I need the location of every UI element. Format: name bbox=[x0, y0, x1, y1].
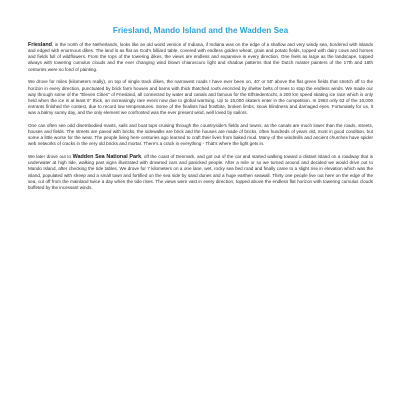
paragraph-canals bbox=[28, 123, 373, 148]
article bbox=[28, 26, 373, 198]
paragraph-text: We later drove out to bbox=[28, 154, 73, 160]
paragraph-inline-bold: Wadden Sea National Park bbox=[72, 154, 142, 161]
paragraph-text: , in the north of the Netherlands, looks like an old world version of Indiana, if Indiana was on the edge of a shallow and very windy sea, bordered with islands and edged with enormous dikes. The land is as flat as God's billiard table, covered with endless golden wheat, grain and potato fields, topped with dairy cows and horses and fields full of wildflowers. From the tops of the towering dikes, the views are endless and expansive in every direction. One feels as large as the landscape, topped always with towering cumulus clouds and the ever changing wind blown chiaroscuro light and shadow patterns that the Dutch master painters of the 17th and 18th centuries were so fond of painting. bbox=[28, 42, 373, 72]
paragraph-text-tail: , off the coast of Denmark, and got out of the car and started walking toward a distant island on a roadway that is underwater at high tide, walking past signs illustrated with drowned cars and panicked people. After a mile or so we turned around and decided we would drive out to Mando Island, after checking the tide tables. We drove for 7 kilometers on a one lane, wet, rocky sea bed road and finally came to a slight rise in elevation which was the island, populated with sheep and a small town and fortified on the sea side by sand dunes and a huge earthen seawall. Thirty one people live out here on the edge of the sea, cut off from the mainland twice a day when the tide rises. The views were vast in every direction, topped above the endless flat horizon with towering cumulus clouds buffeted by the incessant winds. bbox=[28, 154, 374, 190]
paragraph-lead-bold: Friesland bbox=[28, 42, 52, 48]
page-title: Friesland, Mando Island and the Wadden Sea bbox=[112, 26, 289, 35]
paragraph-text: One can often see odd disembodied masts, sails and boat tops cruising through the countryside's fields and towns, as the canals are much lower than the roads, streets, houses and fields. The streets are paved with bricks, the sidewalks are brick and the houses are made of bricks, often hundreds of years old, most in good condition, but some a little worse for the wear. The people living here centuries ago learned to craft their lives from baked mud. Many of the windmills and ancient churches have spider web networks of cracks in the very old bricks and mortar. There's a crack in everything - That's where the light gets in. bbox=[28, 122, 373, 147]
paragraph-friesland bbox=[28, 42, 373, 73]
paragraph-dikes bbox=[28, 79, 373, 116]
paragraph-wadden-sea bbox=[28, 154, 373, 191]
paragraph-text: We drove for miles (kilometers really), on top of single track dikes, the narrowest roads I have ever been on, 40' or 50' above the flat green fields that stretch off to the horizon in every direction, punctuated by brick farm houses and barns with thick thatched roofs encircled by shelter belts of trees to stop the endless winds. We made our way through some of the "Eleven Cities" of Friesland, all connected by water and canals and famous for the Elfstedentocht, a 200 km speed skating ice race which is only held when the ice is at least 6" thick, an increasingly rare event now due to global warming. Up to 15,000 skaters enter in the competition. In 1963 only 63 of the 10,000 entrants finished the contest, due to record low temperatures. Some of the finalists had frostbite, broken limbs, snow blindness and damaged eyes. Fortunately for us, it was a balmy sunny day, and the only element we confronted was the ever present wind, well loved by sailors. bbox=[28, 79, 373, 116]
